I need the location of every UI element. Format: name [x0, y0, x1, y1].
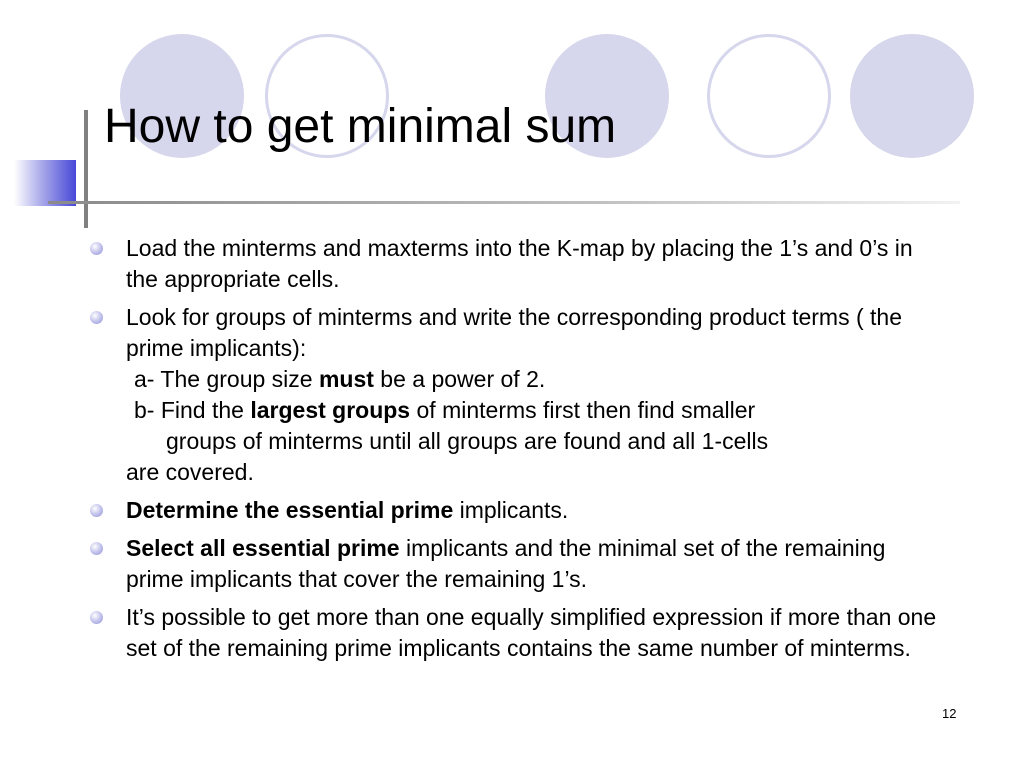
decorative-circle [707, 34, 831, 158]
sub-point-b [126, 395, 942, 426]
bullet-emphasis: Select all essential prime [126, 535, 400, 561]
bullet-list [86, 233, 942, 671]
bullet-icon [90, 611, 103, 624]
bullet-item [86, 602, 942, 664]
bullet-text: Look for groups of minterms and write the corresponding product terms ( the prime implicants): [126, 304, 902, 361]
bullet-emphasis: Determine the essential prime [126, 497, 454, 523]
sub-point-b-prefix: b- Find the [134, 397, 251, 423]
slide-title: How to get minimal sum [104, 100, 617, 153]
bullet-text: implicants. [453, 497, 569, 523]
bullet-text: It’s possible to get more than one equally simplified expression if more than one set of the remaining prime implicants contains the same number of minterms. [126, 604, 937, 661]
sub-point-a-suffix: be a power of 2. [373, 366, 546, 392]
sub-point-b-suffix: of minterms first then find smaller [410, 397, 756, 423]
sub-point-b-continuation: groups of minterms until all groups are found and all 1-cells [166, 428, 769, 454]
sub-point-b-end: are covered. [126, 459, 254, 485]
bullet-icon [90, 242, 103, 255]
sub-point-a [126, 364, 942, 395]
bullet-text: implicants and the minimal set of the remaining prime implicants that cover the remaining 1’s. [126, 535, 886, 592]
bullet-item [86, 302, 942, 488]
bullet-icon [90, 504, 103, 517]
bullet-item [86, 233, 942, 295]
sub-point-a-emphasis: must [318, 366, 374, 392]
bullet-text: Load the minterms and maxterms into the K-map by placing the 1’s and 0’s in the appropriate cells. [126, 235, 913, 292]
sub-point-b-emphasis: largest groups [250, 397, 411, 423]
title-underline [48, 201, 960, 204]
page-number: 12 [942, 706, 957, 721]
accent-square [14, 160, 76, 206]
bullet-icon [90, 311, 103, 324]
sub-point-a-prefix: a- The group size [134, 366, 319, 392]
bullet-item [86, 533, 942, 595]
vertical-divider [84, 110, 88, 228]
decorative-circle [850, 34, 974, 158]
bullet-icon [90, 542, 103, 555]
bullet-item [86, 495, 942, 526]
